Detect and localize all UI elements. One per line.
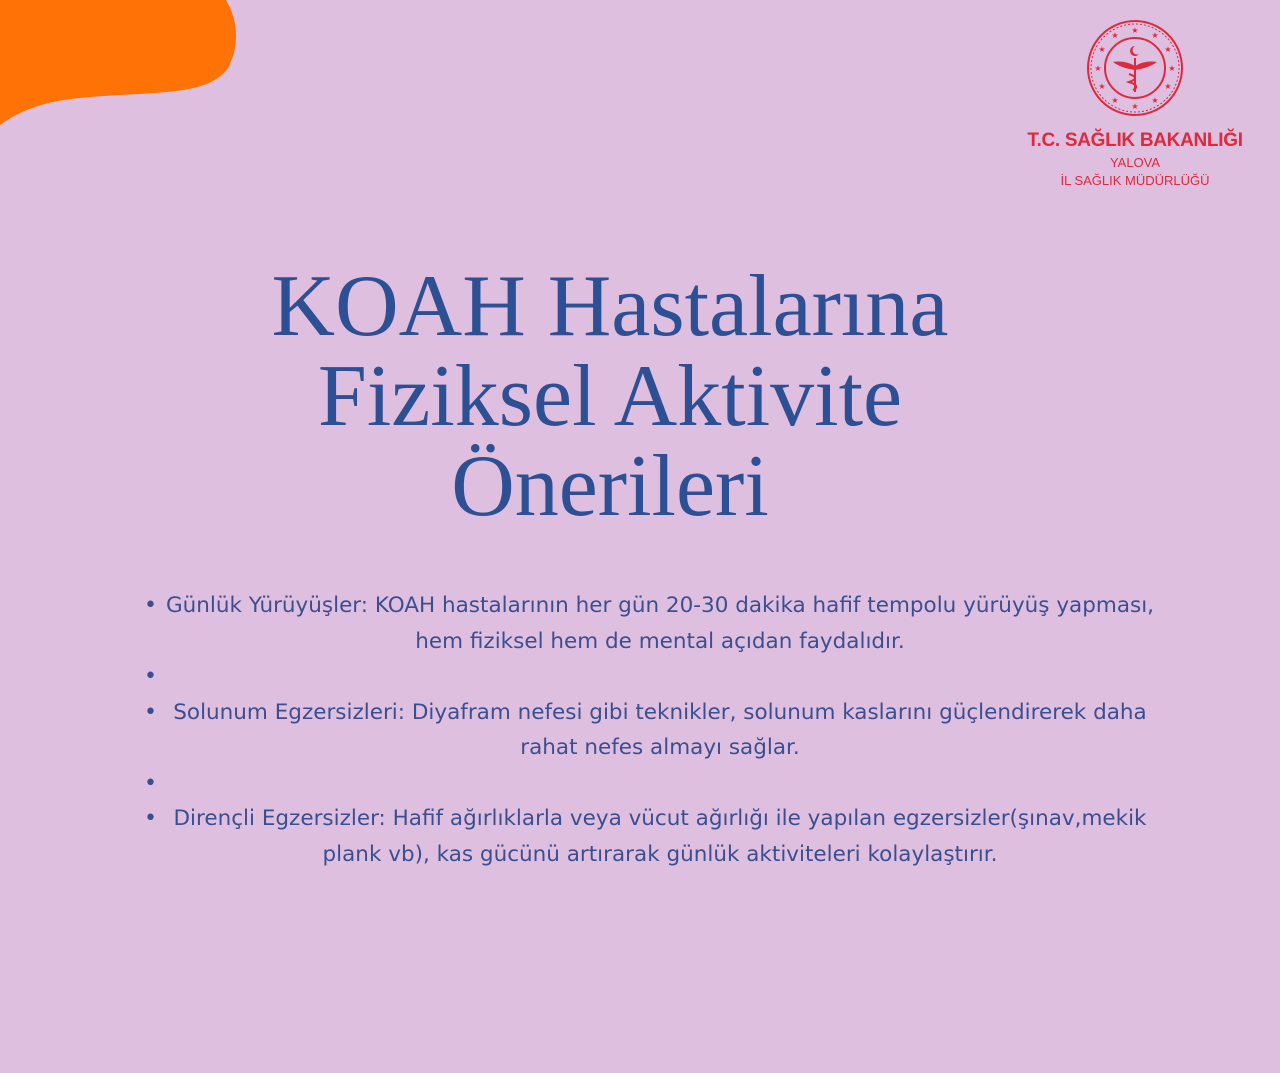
list-item bbox=[140, 766, 1160, 802]
svg-text:★: ★ bbox=[1164, 82, 1172, 91]
ministry-of-health-emblem-icon bbox=[1085, 18, 1185, 118]
svg-text:★: ★ bbox=[1168, 64, 1176, 73]
org-city: YALOVA bbox=[1109, 155, 1161, 170]
svg-text:★: ★ bbox=[1111, 31, 1119, 40]
org-department: İL SAĞLIK MÜDÜRLÜĞÜ bbox=[1060, 173, 1210, 188]
bullet-icon: • bbox=[144, 806, 157, 831]
orange-blob-decoration bbox=[0, 0, 260, 140]
svg-text:★: ★ bbox=[1151, 96, 1159, 105]
svg-text:★: ★ bbox=[1111, 96, 1119, 105]
title-line-1: KOAH Hastalarına bbox=[271, 258, 949, 355]
bullet-icon: • bbox=[144, 664, 157, 689]
list-item bbox=[140, 695, 1160, 766]
page-title bbox=[0, 258, 1220, 535]
ministry-logo bbox=[1010, 18, 1260, 190]
svg-text:★: ★ bbox=[1098, 45, 1106, 54]
recommendation-list bbox=[140, 588, 1160, 872]
title-line-2: Fiziksel Aktivite bbox=[317, 348, 903, 445]
svg-text:★: ★ bbox=[1131, 26, 1139, 35]
org-name: T.C. SAĞLIK BAKANLIĞI bbox=[1027, 130, 1243, 151]
bullet-icon: • bbox=[144, 770, 157, 796]
svg-text:★: ★ bbox=[1164, 45, 1172, 54]
svg-text:★: ★ bbox=[1151, 31, 1159, 40]
svg-text:★: ★ bbox=[1094, 64, 1102, 73]
bullet-icon: • bbox=[144, 699, 157, 725]
svg-text:★: ★ bbox=[1098, 82, 1106, 91]
list-item bbox=[140, 801, 1160, 872]
bullet-icon: • bbox=[144, 593, 157, 618]
svg-text:★: ★ bbox=[1131, 102, 1139, 111]
list-item-text: Günlük Yürüyüşler: KOAH hastalarının her gün 20-30 dakika hafif tempolu yürüyüş yapması, hem fiziksel hem de mental açıdan faydalıdır. bbox=[165, 593, 1154, 654]
title-line-3: Önerileri bbox=[451, 438, 769, 535]
list-item-text: Dirençli Egzersizler: Hafif ağırlıklarla veya vücut ağırlığı ile yapılan egzersizler(şınav,mekik plank vb), kas gücünü artırarak günlük aktiviteleri kolaylaştırır. bbox=[173, 806, 1147, 867]
list-item-text: Solunum Egzersizleri: Diyafram nefesi gibi teknikler, solunum kaslarını güçlendirerek daha rahat nefes almayı sağlar. bbox=[173, 699, 1147, 760]
list-item bbox=[140, 659, 1160, 695]
list-item bbox=[140, 588, 1160, 659]
